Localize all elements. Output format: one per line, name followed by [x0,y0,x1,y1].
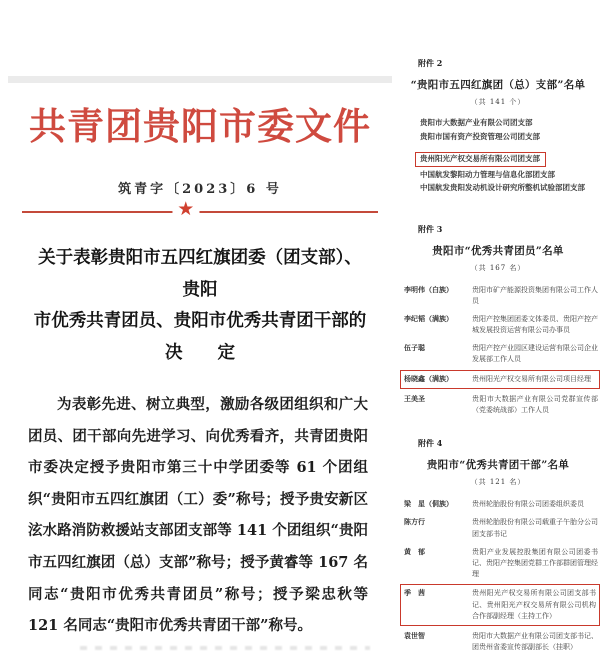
attachment-4-subtitle: （共 121 名） [470,478,526,487]
attachment-2-title: “贵阳市五四红旗团（总）支部”名单 [410,79,586,91]
document-title-line-3: 决 定 [165,342,235,363]
person-name: 伍子聪 [404,343,425,353]
table-row [404,343,598,365]
attachment-4-title: 贵阳市“优秀共青团干部”名单 [426,459,570,472]
attachment-2-subtitle: （共 141 个） [470,98,526,106]
table-row [404,285,598,307]
attachment-4-page [398,438,598,653]
person-title: 贵州轮胎股份有限公司团委组织委员 [472,500,584,509]
document-number: 筑青字〔2023〕6 号 [118,182,282,197]
person-name: 黄 郁 [404,546,425,556]
attachment-3-label: 附件 3 [418,223,443,234]
attachment-2-page [398,58,598,192]
document-title-line-2: 市优秀共青团员、贵阳市优秀共青团干部的 [33,311,367,331]
person-name: 陈方行 [404,517,425,527]
person-title: 贵阳市大数据产业有限公司党群宣传部（党委统战部）工作人员 [472,394,598,414]
page-top-scan-band [8,76,392,83]
person-title: 贵阳市大数据产业有限公司团支部书记、团贵州省委宣传部副部长（挂职） [472,631,598,652]
attachment-2-list [420,119,598,192]
attachment-4-label: 附件 4 [418,438,443,449]
person-name: 王美圣 [404,393,425,403]
main-document-page [8,74,392,635]
attachment-3-subtitle: （共 167 名） [470,263,526,272]
attachment-3-name-list [404,285,598,417]
person-title: 贵州阳光产权交易所有限公司项目经理 [472,374,591,383]
person-name: 季 茜 [404,588,425,598]
person-title: 贵阳产控集团团委文体委员、贵阳产控产城发展投资运营有限公司办事员 [472,314,598,335]
red-divider-line [22,198,378,220]
attachment-3-title: 贵阳市“优秀共青团员”名单 [432,244,564,257]
person-title: 贵州阳光产权交易所有限公司团支部书记、贵州阳光产权交易所有限公司机构合作部副经理（主持工作） [472,589,596,620]
person-title: 贵州轮胎股份有限公司载重子午胎分公司团支部书记 [472,518,598,538]
attachment-4-name-list [404,499,598,653]
table-row [404,547,598,581]
table-row [404,314,598,336]
person-name: 梁 星（侗族） [404,499,453,509]
person-name: 杨晓鑫（满族） [404,373,453,383]
list-item: 中国航发贵阳发动机设计研究所整机试验部团支部 [420,183,585,192]
faded-text-artifact [80,646,370,650]
list-item-highlighted: 贵州阳光产权交易所有限公司团支部 [415,152,546,167]
table-row [404,394,598,416]
list-item: 中国航发黎阳动力管理与信息化部团支部 [420,169,555,179]
star-icon: ★ [172,200,199,219]
attachments-column [398,58,598,660]
document-title [32,243,368,369]
document-title-line-1: 关于表彰贵阳市五四红旗团委（团支部）、贵阳 [38,248,362,300]
masthead-title: 共青团贵阳市委文件 [29,104,371,148]
table-row [404,631,598,653]
list-item: 贵阳市国有资产投资管理公司团支部 [420,131,540,141]
list-item: 贵阳市大数据产业有限公司团支部 [420,118,533,127]
table-row [404,517,598,539]
person-title: 贵阳产业发展控股集团有限公司团委书记、贵阳产控集团党群工作部群团管理经理 [472,547,598,579]
person-name: 袁世智 [404,630,425,640]
person-title: 贵阳产控产业园区建设运营有限公司企业发展部工作人员 [472,344,598,364]
table-row [404,499,598,510]
person-title: 贵阳市矿产能源投资集团有限公司工作人员 [472,285,598,305]
attachment-3-page [398,224,598,417]
document-body-paragraph: 为表彰先进、树立典型，激励各级团组织和广大团员、团干部向先进学习、向优秀看齐，共青团贵阳市委决定授予贵阳市第三十中学团委等 61 个团组织“贵阳市五四红旗团（工）委”称号；授予贵安新区泫水路消防救援站支部团支部等 141 个团组织“贵阳市五四红旗团（总）支部”称号；授予黄睿等 167 名同志“贵阳市优秀共青团员”称号；授予梁忠秋等 121 名同志“贵阳市优秀共青团干部”称号。 [28,396,368,635]
table-row-highlighted [400,584,600,626]
person-name: 李纪韬（满族） [404,313,453,323]
table-row-highlighted [400,370,600,389]
attachment-2-label: 附件 2 [418,58,443,68]
person-name: 李明伟（白族） [404,284,453,294]
